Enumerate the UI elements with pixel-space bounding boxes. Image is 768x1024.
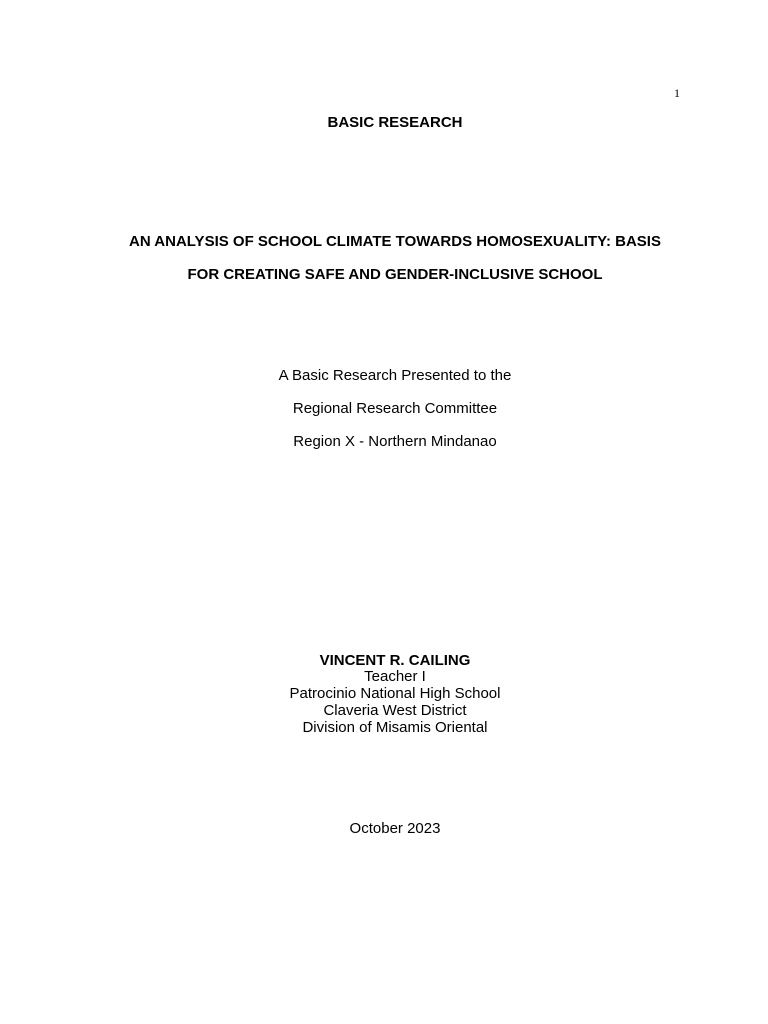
- author-division: Division of Misamis Oriental: [302, 719, 488, 736]
- document-heading: BASIC RESEARCH: [327, 114, 463, 131]
- presentation-line-3: Region X - Northern Mindanao: [293, 433, 497, 450]
- author-school: Patrocinio National High School: [289, 685, 501, 702]
- author-position: Teacher I: [364, 668, 426, 685]
- presentation-line-1: A Basic Research Presented to the: [278, 367, 512, 384]
- presentation-line-2: Regional Research Committee: [292, 400, 498, 417]
- document-date: October 2023: [349, 820, 441, 837]
- author-name: VINCENT R. CAILING: [319, 652, 471, 669]
- title-line-2: FOR CREATING SAFE AND GENDER-INCLUSIVE SCHOOL: [187, 266, 603, 283]
- title-line-1: AN ANALYSIS OF SCHOOL CLIMATE TOWARDS HOMOSEXUALITY: BASIS: [129, 233, 661, 250]
- page-number: 1: [674, 86, 680, 100]
- author-district: Claveria West District: [323, 702, 467, 719]
